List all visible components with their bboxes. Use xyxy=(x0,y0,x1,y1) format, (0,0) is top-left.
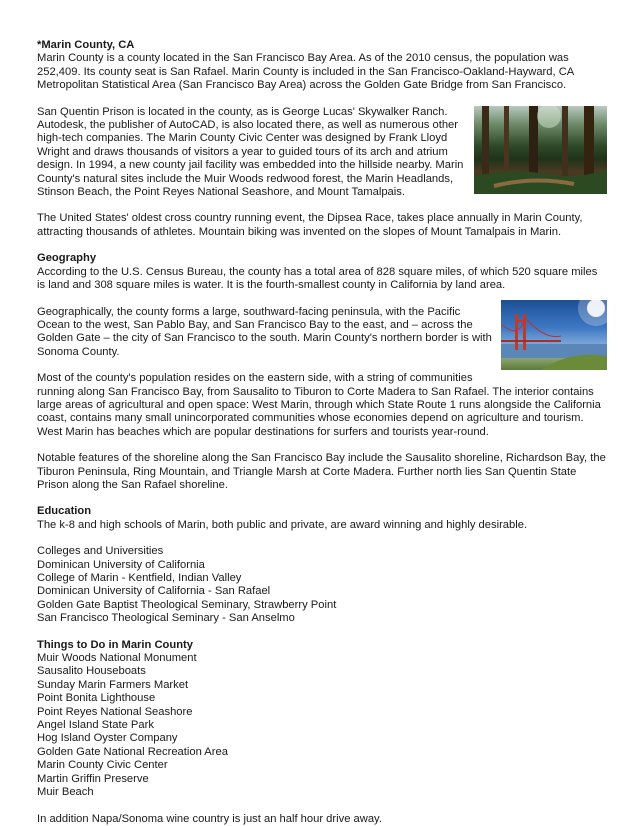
list-item: Angel Island State Park xyxy=(37,719,154,732)
list-item: Dominican University of California xyxy=(37,558,205,571)
education-heading: Education xyxy=(37,505,92,518)
list-item: Point Bonita Lighthouse xyxy=(37,692,156,705)
document-page xyxy=(37,39,607,826)
geography-heading: Geography xyxy=(37,252,97,265)
education-list xyxy=(37,545,607,625)
list-item: Hog Island Oyster Company xyxy=(37,732,178,745)
geography-paragraph-4: Notable features of the shoreline along the San Francisco Bay include the Sausalito shoreline, Richardson Bay, the Tiburon Peninsula, Ring Mountain, and Triangle Marsh at Corte Madera. Further north lies San Quentin State Prison along the San Rafael shoreline. xyxy=(37,452,606,491)
list-item: Muir Woods National Monument xyxy=(37,652,197,665)
list-item: Martin Griffin Preserve xyxy=(37,772,149,785)
intro-paragraph-1: Marin County is a county located in the San Francisco Bay Area. As of the 2010 census, the population was 252,409. Its county seat is San Rafael. Marin County is included in the San Francisco-Oakland-Hayward, CA Metropolitan Statistical Area (San Francisco Bay Area) across the Golden Gate Bridge from San Francisco. xyxy=(37,52,574,92)
list-item: Marin County Civic Center xyxy=(37,759,168,772)
geography-paragraph-3: Most of the county's population resides on the eastern side, with a string of communities running along San Francisco Bay, from Sausalito to Tiburon to Corte Madera to San Rafael. The interior contains large areas of agricultural and open space: West Marin, through which State Route 1 runs alongside the California coast, contains many small unincorporated communities whose economies depend on agriculture and tourism. West Marin has beaches which are popular destinations for surfers and tourists year-round. xyxy=(37,372,601,438)
golden-gate-bridge-photo xyxy=(501,300,607,370)
intro-paragraph-2: San Quentin Prison is located in the county, as is George Lucas' Skywalker Ranch. Autodesk, the publisher of AutoCAD, is also located there, as well as numerous other high-tech companies. The Marin County Civic Center was designed by Frank Lloyd Wright and draws thousands of visitors a year to guided tours of its arch and atrium design. In 1994, a new county jail facility was embedded into the hillside nearby. Marin County's natural sites include the Muir Woods redwood forest, the Marin Headlands, Stinson Beach, the Point Reyes National Seashore, and Mount Tamalpais. xyxy=(37,105,464,199)
things-list xyxy=(37,652,607,799)
list-item: College of Marin - Kentfield, Indian Valley xyxy=(37,572,242,584)
redwood-forest-photo xyxy=(474,106,607,194)
list-item: Point Reyes National Seashore xyxy=(37,705,193,718)
list-item: Muir Beach xyxy=(37,786,94,799)
list-item: Colleges and Universities xyxy=(37,545,164,558)
closing-note: In addition Napa/Sonoma wine country is just an half hour drive away. xyxy=(37,812,382,825)
list-item: San Francisco Theological Seminary - San Anselmo xyxy=(37,612,295,625)
intro-heading: *Marin County, CA xyxy=(37,39,135,51)
list-item: Sunday Marin Farmers Market xyxy=(37,678,189,691)
geography-paragraph-1: According to the U.S. Census Bureau, the county has a total area of 828 square miles, of which 520 square miles is land and 308 square miles is water. It is the fourth-smallest county in California by land area. xyxy=(37,265,598,292)
list-item: Dominican University of California - San Rafael xyxy=(37,585,271,598)
things-heading: Things to Do in Marin County xyxy=(37,638,193,651)
geography-paragraph-2: Geographically, the county forms a large, southward-facing peninsula, with the Pacific Ocean to the west, San Pablo Bay, and San Francisco Bay to the east, and – across the Golden Gate – the city of San Francisco to the south. Marin County's northern border is with Sonoma County. xyxy=(37,305,492,358)
education-paragraph-1: The k-8 and high schools of Marin, both public and private, are award winning and highly desirable. xyxy=(37,518,528,531)
list-item: Golden Gate National Recreation Area xyxy=(37,745,228,758)
list-item: Sausalito Houseboats xyxy=(37,665,146,678)
list-item: Golden Gate Baptist Theological Seminary, Strawberry Point xyxy=(37,598,337,611)
intro-paragraph-3: The United States' oldest cross country running event, the Dipsea Race, takes place annually in Marin County, attracting thousands of athletes. Mountain biking was invented on the slopes of Mount Tamalpais in Marin. xyxy=(37,212,583,238)
